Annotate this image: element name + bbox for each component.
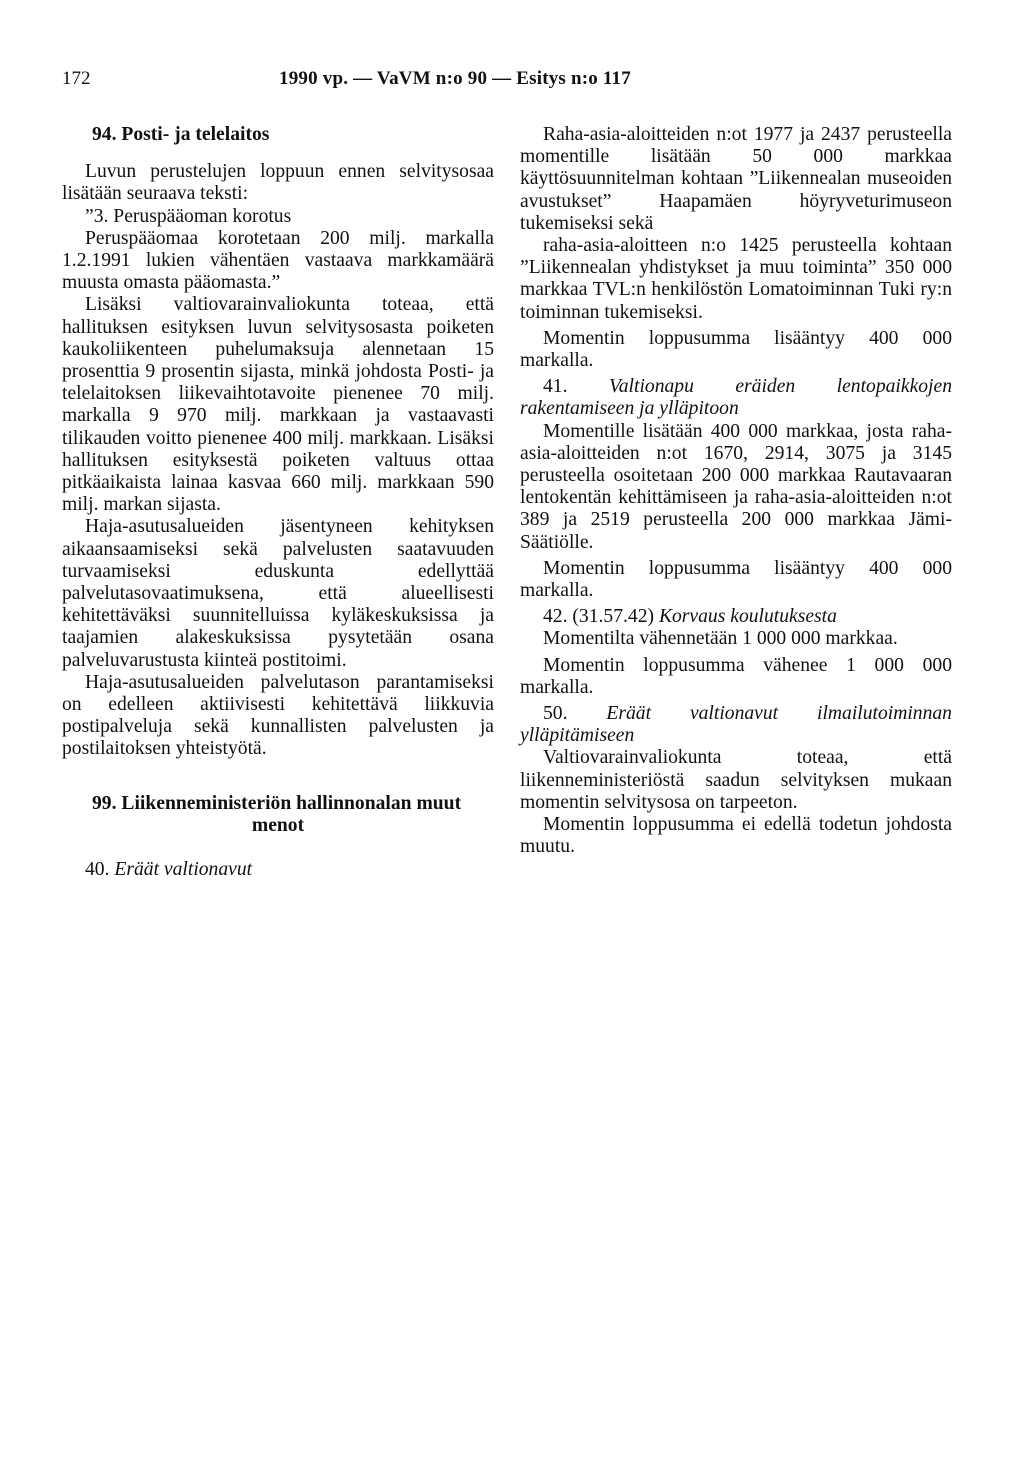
paragraph: Momentille lisätään 400 000 markkaa, josta raha-asia-aloitteiden n:ot 1670, 2914, 3075 ja 3145 perusteella osoitetaan 200 000 markkaa Rautavaaran lentokentän kehittämiseen ja raha-asia-aloitteiden n:ot 389 ja 2519 perusteella 200 000 markkaa Jämi-Säätiölle. [520,420,952,553]
paragraph: Lisäksi valtiovarainvaliokunta toteaa, että hallituksen esityksen luvun selvitysosasta poiketen kaukoliikenteen puhelumaksuja alennetaan 15 prosenttia 9 prosentin sijasta, minkä johdosta Posti- ja telelaitoksen liikevaihtotavoite pienenee 70 milj. markalla 9 970 milj. markkaan ja vastaavasti tilikauden voitto pienenee 400 milj. markkaan. Lisäksi hallituksen esityksestä poiketen valtuus ottaa pitkäaikaista lainaa kasvaa 660 milj. markkaan 590 milj. markan sijasta. [62,294,494,516]
section-heading-99-cont: menot [251,814,305,836]
subsection-title: Korvaus koulutuksesta [658,606,837,628]
subsection-40 [62,859,494,881]
paragraph: Raha-asia-aloitteiden n:ot 1977 ja 2437 perusteella momentille lisätään 50 000 markkaa käyttösuunnitelman kohtaan ”Liikennealan museoiden avustukset” Haapamäen höyryveturimuseon tukemiseksi sekä [520,124,952,234]
subsection-number: 40. [85,859,110,881]
paragraph: raha-asia-aloitteen n:o 1425 perusteella kohtaan ”Liikennealan yhdistykset ja muu toiminta” 350 000 markkaa TVL:n henkilöstön Lomatoiminnan Tuki ry:n toiminnan tukemiseksi. [520,235,952,323]
subsection-number: 42. (31.57.42) [543,606,655,628]
paragraph: Momentin loppusumma lisääntyy 400 000 markalla. [520,557,952,602]
page-number: 172 [62,68,91,89]
subsection-number: 41. [543,376,568,398]
running-title: 1990 vp. — VaVM n:o 90 — Esitys n:o 117 [279,68,631,89]
right-column [520,124,952,859]
subsection-42 [520,606,952,628]
paragraph: Momentilta vähennetään 1 000 000 markkaa. [543,628,898,650]
left-column [62,124,494,881]
paragraph: ”3. Peruspääoman korotus [85,205,292,227]
subsection-title: Eräät valtionavut [114,859,253,881]
paragraph: Valtiovarainvaliokunta toteaa, että liikenneministeriöstä saadun selvityksen mukaan momentin selvitysosa on tarpeeton. [520,747,952,813]
subsection-50 [520,703,952,747]
subsection-title: Valtionapu eräiden lentopaikkojen rakentamiseen ja ylläpitoon [520,376,952,420]
subsection-number: 50. [543,703,568,725]
section-heading-94: 94. Posti- ja telelaitos [92,124,270,145]
paragraph: Momentin loppusumma ei edellä todetun johdosta muutu. [520,814,952,858]
paragraph: Momentin loppusumma vähenee 1 000 000 markalla. [520,654,952,698]
paragraph: Momentin loppusumma lisääntyy 400 000 markalla. [520,327,952,372]
subsection-41 [520,376,952,420]
paragraph: Peruspääomaa korotetaan 200 milj. markalla 1.2.1991 lukien vähentäen vastaava markkamäärä muusta omasta pääomasta.” [62,227,494,294]
paragraph: Haja-asutusalueiden jäsentyneen kehityksen aikaansaamiseksi sekä palvelusten saatavuuden turvaamiseksi eduskunta edellyttää palvelutasovaatimuksena, että alueellisesti kehitettäväksi suunnitelluissa kyläkeskuksissa ja taajamien alakeskuksissa pysytetään osana palveluvarustusta kiinteä postitoimi. [62,516,494,671]
subsection-title: Eräät valtionavut ilmailutoiminnan ylläpitämiseen [520,703,952,747]
section-heading-99: 99. Liikenneministeriön hallinnonalan muut [92,792,462,814]
paragraph: Haja-asutusalueiden palvelutason parantamiseksi on edelleen aktiivisesti kehitettävä liikkuvia postipalveluja sekä kunnallisten palvelusten ja postilaitoksen yhteistyötä. [62,671,494,760]
paragraph: Luvun perustelujen loppuun ennen selvitysosaa lisätään seuraava teksti: [62,161,494,205]
page-header [62,68,962,98]
